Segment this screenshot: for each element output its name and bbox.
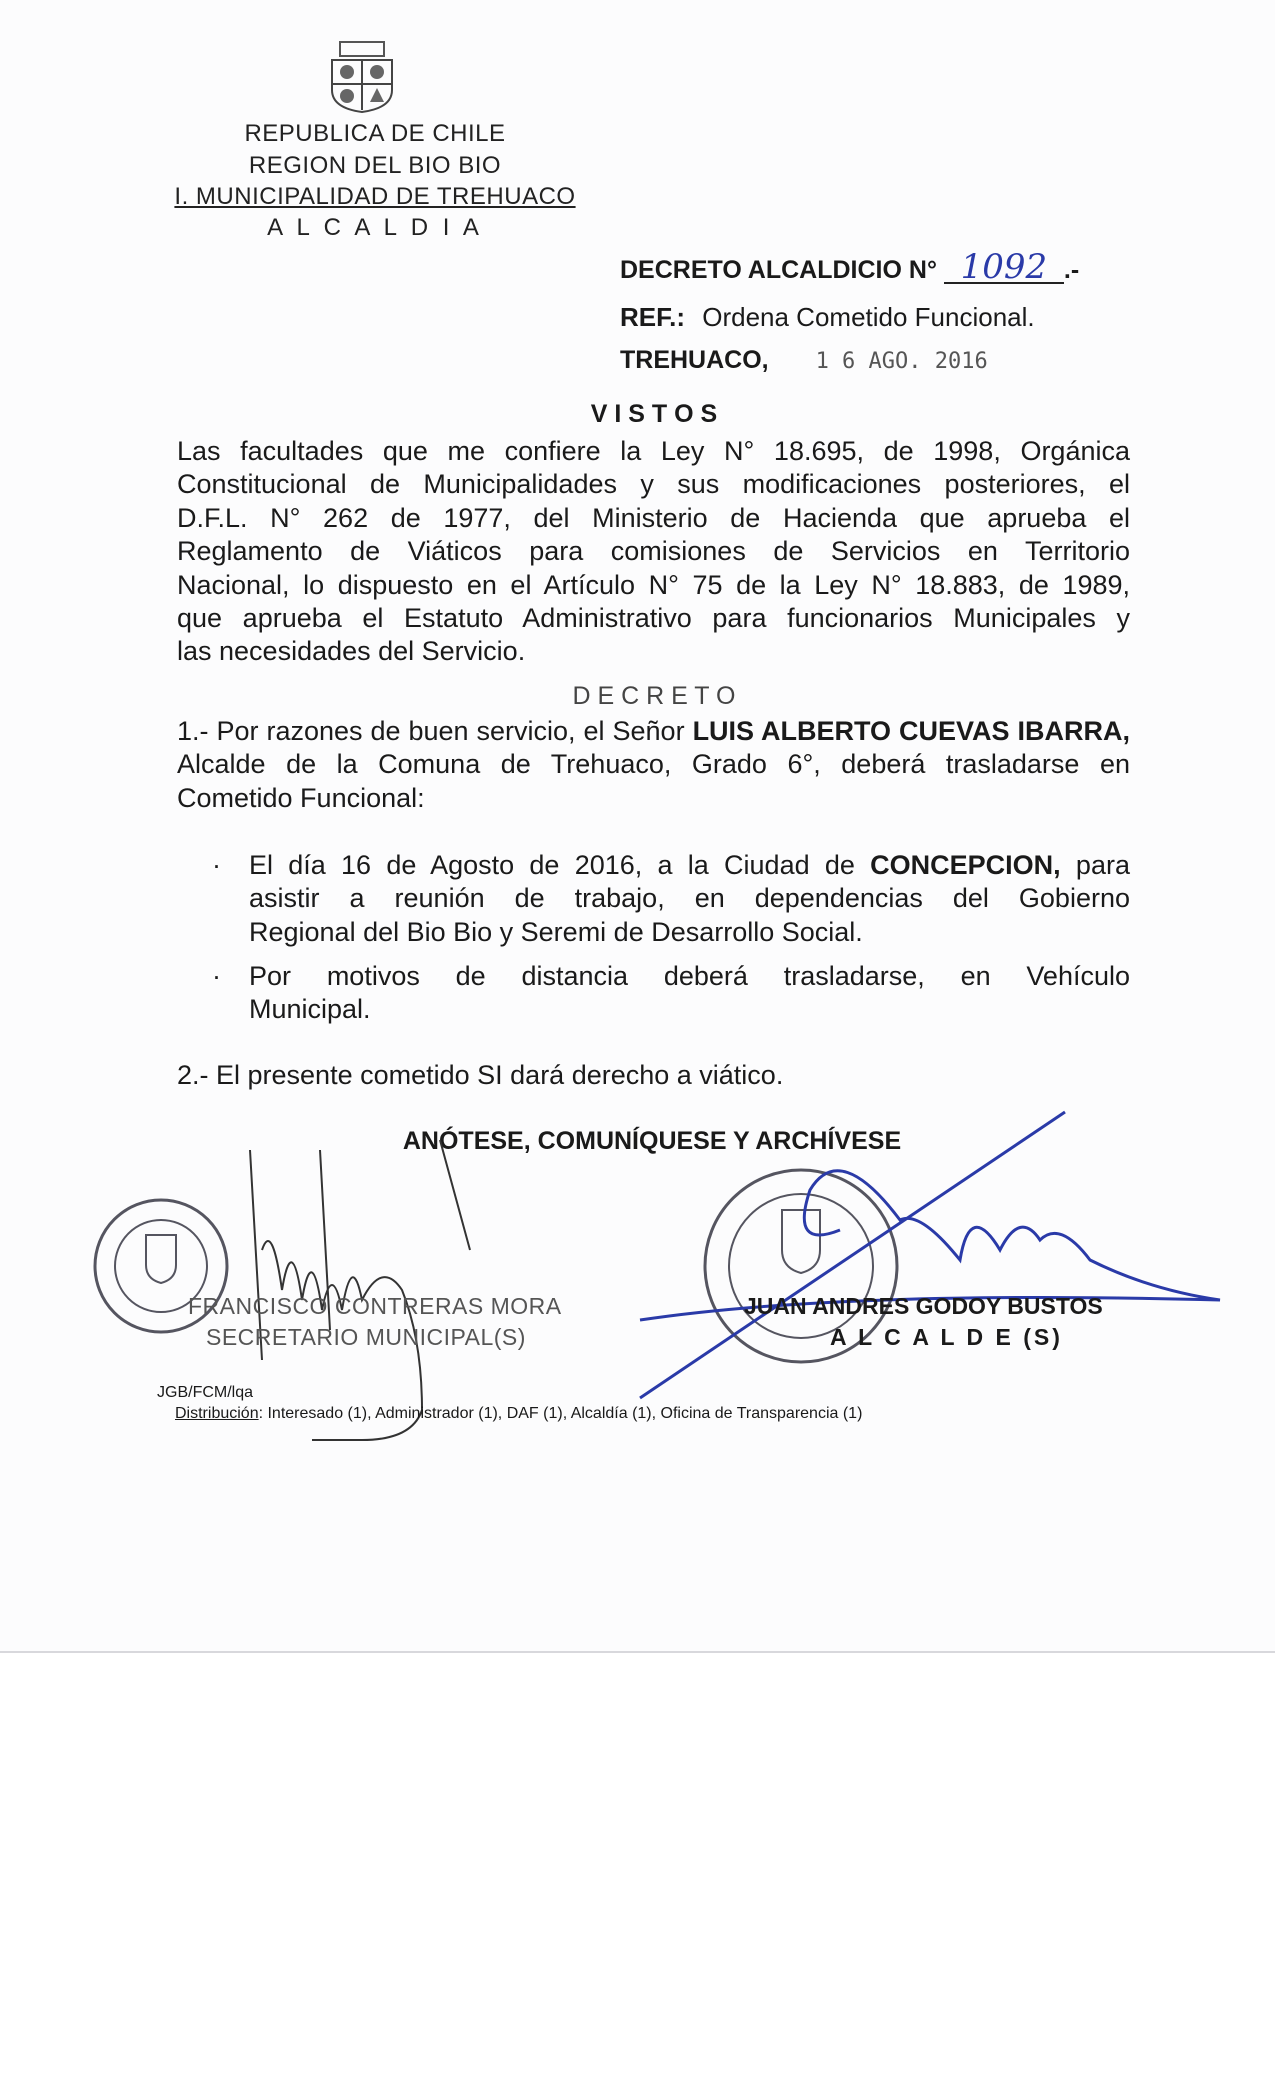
vistos-line: Reglamento de Viáticos para comisiones de Servicios en Territorio — [177, 536, 1130, 567]
bullet1-line: Regional del Bio Bio y Seremi de Desarrollo Social. — [249, 916, 863, 947]
ref-text: Ordena Cometido Funcional. — [702, 302, 1035, 332]
mayor-signature-icon — [640, 1112, 1220, 1398]
vistos-line: Constitucional de Municipalidades y sus modificaciones posteriores, el — [177, 469, 1130, 500]
bullet1-line: asistir a reunión de trabajo, en dependencias del Gobierno — [249, 883, 1130, 914]
secretary-title: SECRETARIO MUNICIPAL(S) — [206, 1324, 526, 1350]
vistos-line: Nacional, lo dispuesto en el Artículo N° 75 de la Ley N° 18.883, de 1989, — [177, 569, 1130, 600]
bullet2-line: Municipal. — [249, 994, 371, 1025]
vistos-line: D.F.L. N° 262 de 1977, del Ministerio de Hacienda que aprueba el — [177, 502, 1130, 533]
person-name: LUIS ALBERTO CUEVAS IBARRA, — [692, 716, 1130, 746]
secretary-signature-icon — [250, 1140, 470, 1440]
decreto-title: D E C R E T O — [572, 682, 736, 710]
bullet-marker: · — [212, 850, 221, 880]
date-stamp: 1 6 AGO. 2016 — [815, 349, 988, 374]
vistos-line: que aprueba el Estatuto Administrativo para funcionarios Municipales y — [177, 602, 1130, 633]
vistos-line: las necesidades del Servicio. — [177, 636, 526, 667]
mayor-title: A L C A L D E (S) — [830, 1324, 1063, 1350]
header-municipality: I. MUNICIPALIDAD DE TREHUACO — [174, 183, 576, 210]
header-office: A L C A L D I A — [267, 214, 483, 241]
decreto-item-2: 2.- El presente cometido SI dará derecho a viático. — [177, 1060, 784, 1090]
item1-line: Alcalde de la Comuna de Trehuaco, Grado 6°, deberá trasladarse en — [177, 749, 1130, 780]
bullet1-text: El día 16 de Agosto de 2016, a la Ciudad de — [249, 850, 855, 880]
bullet1-text: para — [1075, 850, 1130, 880]
item1-line: Cometido Funcional: — [177, 782, 425, 813]
decree-number: 1092 — [944, 252, 1064, 284]
city-name: CONCEPCION, — [870, 850, 1061, 880]
distribution-text: : Interesado (1), Administrador (1), DAF (1), Alcaldía (1), Oficina de Transparencia (1) — [258, 1405, 863, 1422]
bullet-marker: · — [212, 961, 221, 991]
bullet2-line: Por motivos de distancia deberá trasladarse, en Vehículo — [249, 961, 1130, 991]
mayor-name: JUAN ANDRES GODOY BUSTOS — [744, 1293, 1103, 1319]
secretary-name: FRANCISCO CONTRERAS MORA — [188, 1293, 562, 1319]
ref-label: REF.: — [620, 302, 685, 332]
distribution-line — [175, 1405, 862, 1423]
header-region: REGION DEL BIO BIO — [248, 152, 502, 179]
vistos-line: Las facultades que me confiere la Ley N° 18.695, de 1998, Orgánica — [177, 436, 1130, 466]
item1-text: 1.- Por razones de buen servicio, el Señor — [177, 716, 685, 746]
distribution-label: Distribución — [175, 1405, 259, 1422]
vistos-title: V I S T O S — [590, 400, 718, 428]
closing-formula: ANÓTESE, COMUNÍQUESE Y ARCHÍVESE — [402, 1127, 902, 1155]
decree-suffix: .- — [1063, 256, 1080, 284]
initials: JGB/FCM/lqa — [157, 1384, 254, 1401]
header-country: REPUBLICA DE CHILE — [244, 120, 506, 147]
place-label: TREHUACO, — [620, 346, 769, 374]
decree-label: DECRETO ALCALDICIO N° — [620, 256, 937, 284]
